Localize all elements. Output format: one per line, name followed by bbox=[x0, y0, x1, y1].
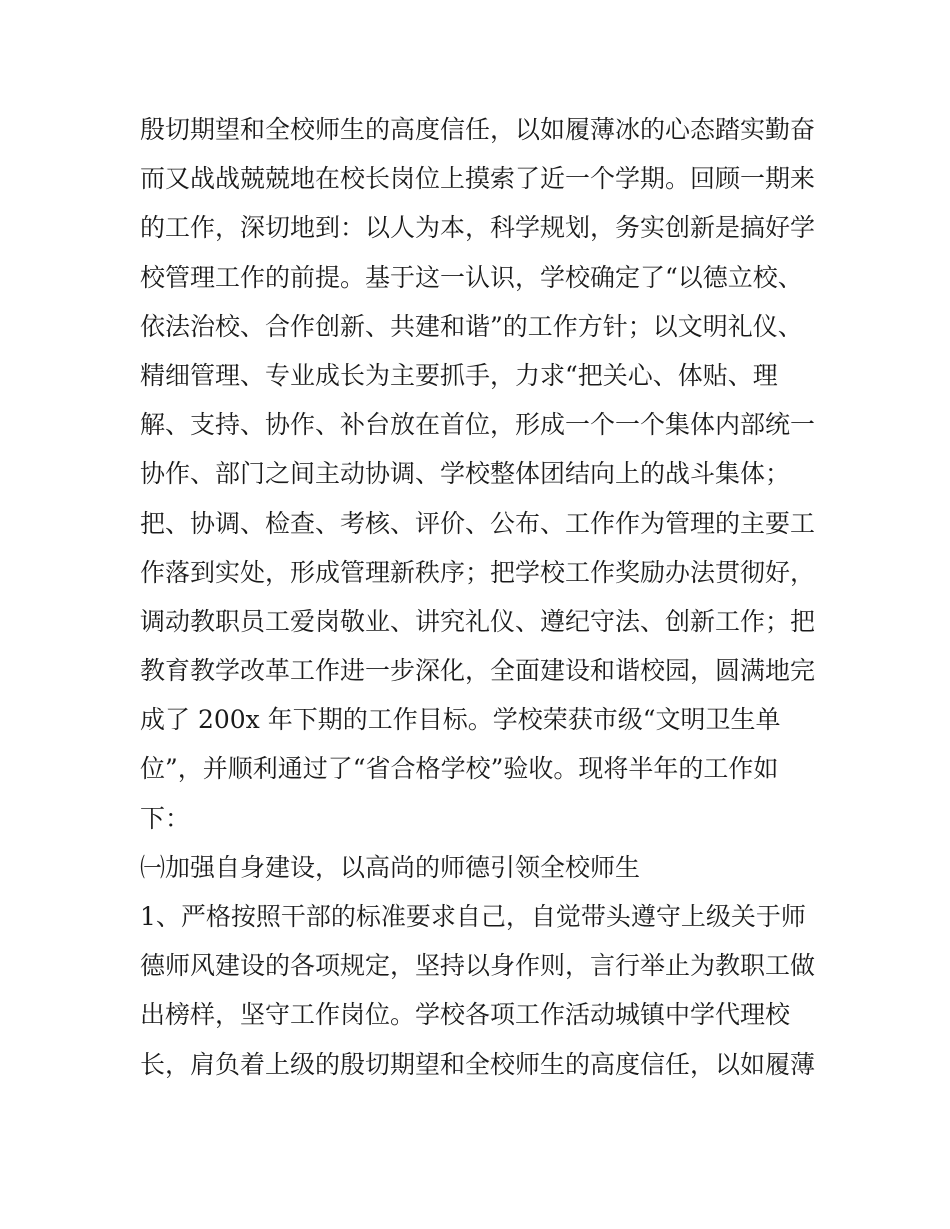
text-line: 成了 200x 年下期的工作目标。学校荣获市级“文明卫生单 bbox=[140, 705, 781, 735]
text-line: 协作、部门之间主动协调、学校整体团结向上的战斗集体； bbox=[140, 459, 791, 489]
text-line: 出榜样，坚守工作岗位。学校各项工作活动城镇中学代理校 bbox=[140, 1000, 791, 1030]
text-line: 的工作，深切地到：以人为本，科学规划，务实创新是搞好学 bbox=[140, 213, 816, 243]
document-body bbox=[140, 105, 820, 1089]
text-line: 位”，并顺利通过了“省合格学校”验收。现将半年的工作如 bbox=[140, 754, 779, 784]
text-line: 而又战战兢兢地在校长岗位上摸索了近一个学期。回顾一期来 bbox=[140, 164, 816, 194]
text-line: 依法治校、合作创新、共建和谐”的工作方针；以文明礼仪、 bbox=[140, 311, 803, 341]
text-line: 1、严格按照干部的标准要求自己，自觉带头遵守上级关于师 bbox=[140, 902, 806, 931]
text-line: 教育教学改革工作进一步深化，全面建设和谐校园，圆满地完 bbox=[140, 656, 816, 686]
text-line: 下： bbox=[140, 803, 191, 833]
text-line: 解、支持、协作、补台放在首位，形成一个一个集体内部统一 bbox=[140, 410, 816, 440]
section-heading: ㈠加强自身建设，以高尚的师德引领全校师生 bbox=[140, 852, 641, 882]
text-line: 精细管理、专业成长为主要抓手，力求“把关心、体贴、理 bbox=[140, 360, 778, 390]
text-line: 把、协调、检查、考核、评价、公布、工作作为管理的主要工 bbox=[140, 508, 816, 538]
text-line: 校管理工作的前提。基于这一认识，学校确定了“以德立校、 bbox=[140, 262, 803, 292]
text-line: 德师风建设的各项规定，坚持以身作则，言行举止为教职工做 bbox=[140, 951, 816, 981]
text-line: 调动教职员工爱岗敬业、讲究礼仪、遵纪守法、创新工作；把 bbox=[140, 606, 816, 636]
text-line: 长，肩负着上级的殷切期望和全校师生的高度信任，以如履薄 bbox=[140, 1049, 816, 1079]
text-line: 作落到实处，形成管理新秩序；把学校工作奖励办法贯彻好， bbox=[140, 557, 816, 587]
text-line: 殷切期望和全校师生的高度信任，以如履薄冰的心态踏实勤奋 bbox=[140, 115, 816, 144]
